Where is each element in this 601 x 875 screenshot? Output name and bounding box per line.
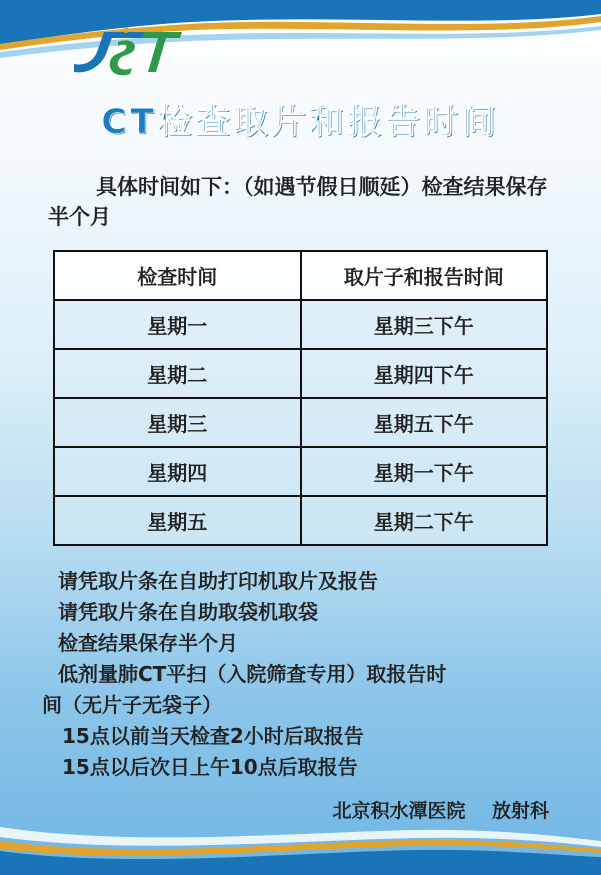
table-header-row [54,251,547,300]
exam-day-cell: 星期三 [54,398,301,447]
header-exam-time: 检查时间 [54,251,301,300]
table-row [54,398,547,447]
exam-day-cell: 星期五 [54,496,301,545]
table-row [54,447,547,496]
note-low-dose-ct-continued: 间（无片子无袋子） [42,693,222,717]
department-name: 放射科 [491,800,549,822]
pickup-time-cell: 星期五下午 [301,398,548,447]
notes-block [42,566,578,783]
pickup-time-cell: 星期四下午 [301,349,548,398]
pickup-time-cell: 星期三下午 [301,300,548,349]
jst-logo [66,24,186,80]
table-row [54,300,547,349]
hospital-name: 北京积水潭医院 [332,800,466,822]
schedule-table [53,250,548,546]
page-title: CT检查取片和报告时间 [101,102,500,142]
header-pickup-time: 取片子和报告时间 [301,251,548,300]
note-before-15: 15点以前当天检查2小时后取报告 [62,724,364,748]
note-after-15: 15点以后次日上午10点后取报告 [62,755,358,779]
exam-day-cell: 星期一 [54,300,301,349]
note-get-bag: 请凭取片条在自助取袋机取袋 [58,600,318,624]
exam-day-cell: 星期四 [54,447,301,496]
bottom-wave-decoration [0,805,601,875]
note-print-film: 请凭取片条在自助打印机取片及报告 [58,569,378,593]
table-row [54,496,547,545]
table-row [54,349,547,398]
pickup-time-cell: 星期一下午 [301,447,548,496]
note-low-dose-ct: 低剂量肺CT平扫（入院筛查专用）取报告时 [58,662,447,686]
pickup-time-cell: 星期二下午 [301,496,548,545]
exam-day-cell: 星期二 [54,349,301,398]
note-retention: 检查结果保存半个月 [58,631,238,655]
intro-text: 具体时间如下：（如遇节假日顺延）检查结果保存半个月 [48,175,548,229]
